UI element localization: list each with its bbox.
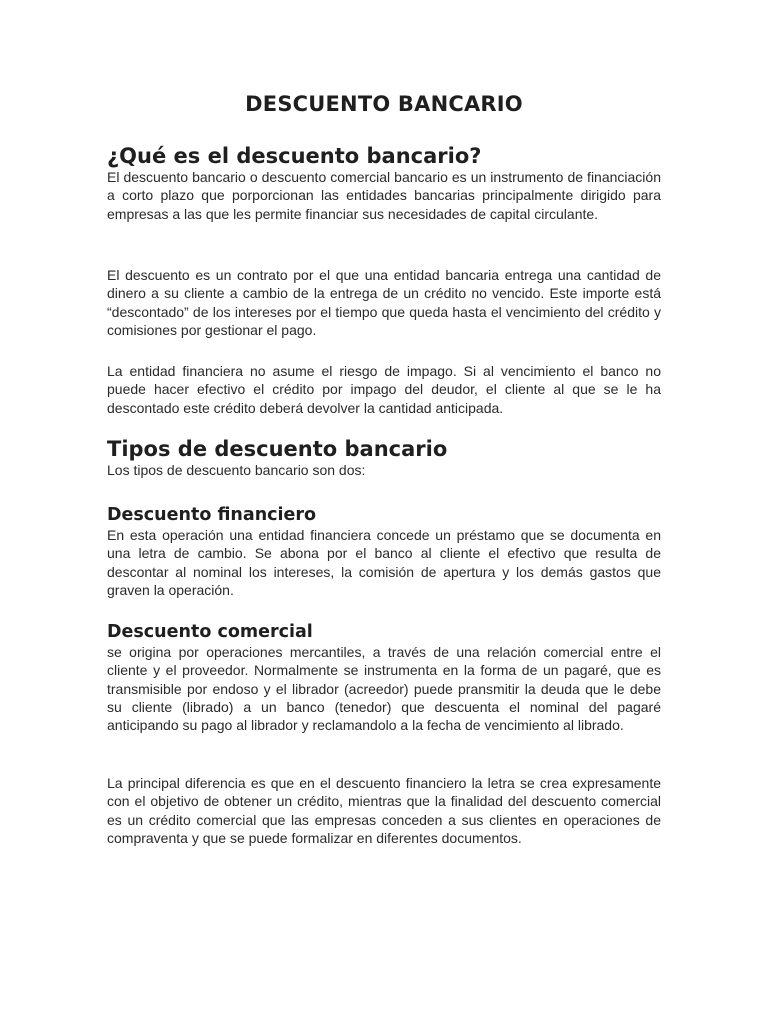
section-descuento-comercial [107, 621, 661, 734]
paragraph: La entidad financiera no asume el riesgo de impago. Si al vencimiento el banco no puede hacer efectivo el crédito por impago del deudor, el cliente al que se le ha descontado este crédito deberá devolver la cantidad anticipada. [107, 363, 661, 416]
paragraph: En esta operación una entidad financiera concede un préstamo que se documenta en una letra de cambio. Se abona por el banco al cliente el efectivo que resulta de descontar al nominal los intereses, la comisión de apertura y los demás gastos que graven la operación. [107, 527, 661, 598]
section-descuento-financiero [107, 504, 661, 599]
paragraph-block [107, 362, 661, 417]
paragraph: Los tipos de descuento bancario son dos: [107, 462, 366, 478]
paragraph: El descuento bancario o descuento comercial bancario es un instrumento de financiación a corto plazo que porporcionan las entidades bancarias principalmente dirigido para empresas a las que les permite financiar sus necesidades de capital circulante. [107, 169, 661, 222]
section-tipos [107, 437, 661, 479]
document-title: DESCUENTO BANCARIO [245, 92, 523, 116]
paragraph: La principal diferencia es que en el descuento financiero la letra se crea expresamente con el objetivo de obtener un crédito, mientras que la finalidad del descuento comercial es un crédito comercial que las empresas conceden a sus clientes en operaciones de compraventa y que se puede formalizar en diferentes documentos. [107, 775, 661, 846]
paragraph: El descuento es un contrato por el que una entidad bancaria entrega una cantidad de dinero a su cliente a cambio de la entrega de un crédito no vencido. Este importe está “descontado” de los intereses por el tiempo que queda hasta el vencimiento del crédito y comisiones por gestionar el pago. [107, 267, 661, 338]
section-que-es [107, 144, 661, 223]
paragraph-block [107, 266, 661, 339]
subsection-heading: Descuento comercial [107, 622, 313, 642]
subsection-heading: Descuento financiero [107, 505, 317, 525]
paragraph: se origina por operaciones mercantiles, a través de una relación comercial entre el cliente y el proveedor. Normalmente se instrumenta en la forma de un pagaré, que es transmisible por endoso y el librador (acreedor) puede pransmitir la deuda que le debe su cliente (librado) a un banco (tenedor) que descuenta el nominal del pagaré anticipando su pago al librador y reclamandolo a la fecha de vencimiento al librado. [107, 644, 661, 734]
paragraph-block [107, 774, 661, 847]
section-heading: Tipos de descuento bancario [107, 437, 448, 461]
section-heading: ¿Qué es el descuento bancario? [107, 144, 482, 168]
